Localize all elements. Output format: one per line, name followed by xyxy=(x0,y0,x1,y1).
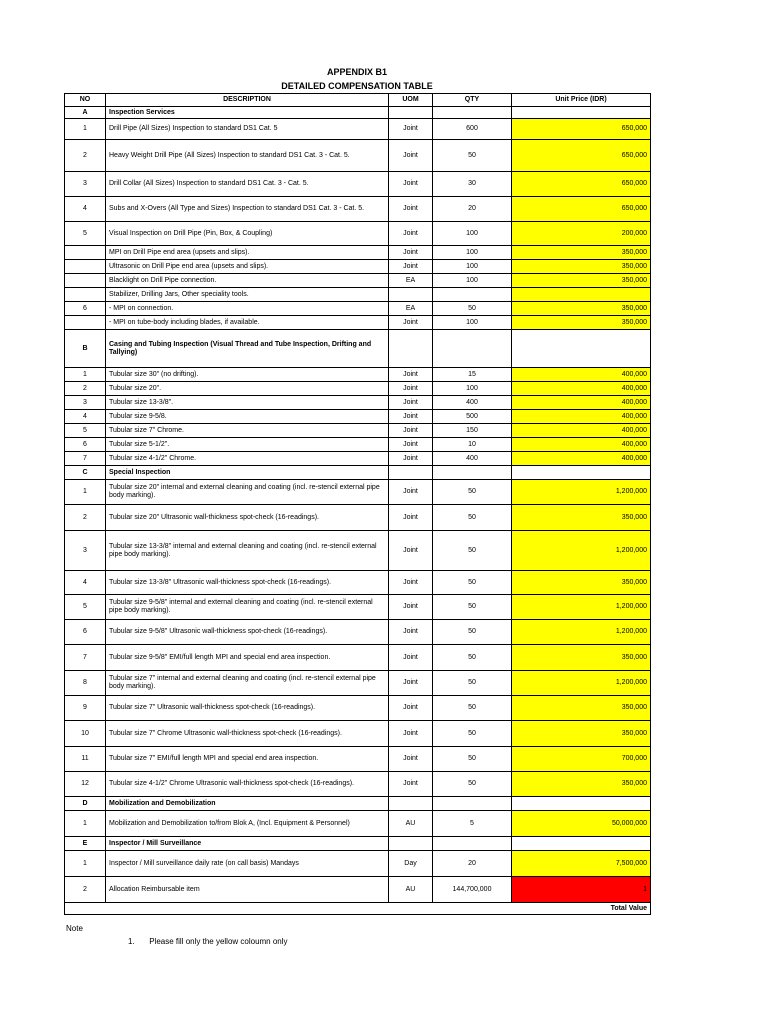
row-qty: 50 xyxy=(433,696,512,721)
row-number xyxy=(65,246,106,260)
table-row xyxy=(65,696,651,721)
section-row xyxy=(65,797,651,811)
row-number xyxy=(65,316,106,330)
row-qty: 100 xyxy=(433,316,512,330)
row-description: Tubular size 20" internal and external cleaning and coating (incl. re-stencil external pipe body marking). xyxy=(106,480,389,505)
table-row xyxy=(65,531,651,571)
row-description: Tubular size 13-3/8" internal and external cleaning and coating (incl. re-stencil external pipe body marking). xyxy=(106,531,389,571)
row-number: 9 xyxy=(65,696,106,721)
row-number: 8 xyxy=(65,671,106,696)
row-qty: 100 xyxy=(433,382,512,396)
row-unit-price[interactable]: 1 xyxy=(512,877,651,903)
table-row xyxy=(65,772,651,797)
table-row xyxy=(65,452,651,466)
table-row xyxy=(65,811,651,837)
row-uom: Joint xyxy=(389,452,433,466)
header-uom: UOM xyxy=(389,94,433,107)
header-qty: QTY xyxy=(433,94,512,107)
row-unit-price[interactable]: 400,000 xyxy=(512,410,651,424)
row-uom: Joint xyxy=(389,260,433,274)
row-qty: 50 xyxy=(433,772,512,797)
row-unit-price[interactable]: 400,000 xyxy=(512,424,651,438)
table-row xyxy=(65,382,651,396)
row-unit-price[interactable]: 650,000 xyxy=(512,197,651,222)
row-qty: 600 xyxy=(433,119,512,140)
row-number: 1 xyxy=(65,851,106,877)
row-number: A xyxy=(65,107,106,119)
row-number: 5 xyxy=(65,595,106,620)
row-qty: 50 xyxy=(433,620,512,645)
row-uom: AU xyxy=(389,877,433,903)
row-number: 2 xyxy=(65,505,106,531)
row-description: Ultrasonic on Drill Pipe end area (upsets and slips). xyxy=(106,260,389,274)
row-description: Tubular size 4-1/2" Chrome Ultrasonic wall-thickness spot-check (16-readings). xyxy=(106,772,389,797)
row-description: Allocation Reimbursable item xyxy=(106,877,389,903)
table-row xyxy=(65,222,651,246)
row-description: Inspection Services xyxy=(106,107,389,119)
row-uom: Joint xyxy=(389,620,433,645)
section-row xyxy=(65,466,651,480)
note-label: Note xyxy=(66,924,83,933)
row-uom: Joint xyxy=(389,772,433,797)
row-uom: Joint xyxy=(389,696,433,721)
compensation-table xyxy=(64,93,651,915)
row-unit-price[interactable]: 200,000 xyxy=(512,222,651,246)
row-qty: 50 xyxy=(433,595,512,620)
row-uom: Joint xyxy=(389,316,433,330)
note-item-text: Please fill only the yellow coloumn only xyxy=(149,937,288,946)
appendix-title: APPENDIX B1 xyxy=(326,67,388,77)
row-number xyxy=(65,288,106,302)
row-unit-price[interactable]: 650,000 xyxy=(512,119,651,140)
row-number: 6 xyxy=(65,438,106,452)
section-row xyxy=(65,330,651,368)
row-description: Tubular size 13-3/8". xyxy=(106,396,389,410)
row-uom: Day xyxy=(389,851,433,877)
row-description: Inspector / Mill surveillance daily rate (on call basis) Mandays xyxy=(106,851,389,877)
row-qty: 15 xyxy=(433,368,512,382)
row-number: 6 xyxy=(65,620,106,645)
row-unit-price[interactable]: 650,000 xyxy=(512,172,651,197)
row-unit-price xyxy=(512,797,651,811)
row-unit-price[interactable]: 400,000 xyxy=(512,368,651,382)
table-row xyxy=(65,721,651,747)
row-unit-price[interactable] xyxy=(512,288,651,302)
row-number: 1 xyxy=(65,811,106,837)
row-qty: 50 xyxy=(433,531,512,571)
row-uom: Joint xyxy=(389,747,433,772)
row-uom xyxy=(389,797,433,811)
table-row xyxy=(65,396,651,410)
table-row xyxy=(65,288,651,302)
row-qty: 150 xyxy=(433,424,512,438)
row-description: Visual Inspection on Drill Pipe (Pin, Box, & Coupling) xyxy=(106,222,389,246)
row-qty: 50 xyxy=(433,505,512,531)
row-uom: Joint xyxy=(389,595,433,620)
row-qty: 20 xyxy=(433,851,512,877)
row-qty: 50 xyxy=(433,747,512,772)
row-description: Tubular size 7" internal and external cleaning and coating (incl. re-stencil external pipe body marking). xyxy=(106,671,389,696)
row-uom: Joint xyxy=(389,368,433,382)
row-description: Special Inspection xyxy=(106,466,389,480)
row-number: 3 xyxy=(65,531,106,571)
row-description: Drill Pipe (All Sizes) Inspection to standard DS1 Cat. 5 xyxy=(106,119,389,140)
row-qty xyxy=(433,288,512,302)
row-description: Tubular size 5-1/2". xyxy=(106,438,389,452)
row-number: 4 xyxy=(65,197,106,222)
table-row xyxy=(65,368,651,382)
row-number: 5 xyxy=(65,424,106,438)
row-unit-price[interactable]: 350,000 xyxy=(512,772,651,797)
row-description: Tubular size 7" Chrome. xyxy=(106,424,389,438)
row-qty: 400 xyxy=(433,452,512,466)
row-number: 12 xyxy=(65,772,106,797)
row-description: Tubular size 13-3/8" Ultrasonic wall-thickness spot-check (16-readings). xyxy=(106,571,389,595)
section-row xyxy=(65,107,651,119)
row-number xyxy=(65,274,106,288)
row-uom: Joint xyxy=(389,721,433,747)
total-row xyxy=(65,903,651,915)
row-unit-price[interactable]: 350,000 xyxy=(512,260,651,274)
row-qty: 5 xyxy=(433,811,512,837)
row-uom: Joint xyxy=(389,222,433,246)
row-description: Tubular size 30" (no drifting). xyxy=(106,368,389,382)
row-number: D xyxy=(65,797,106,811)
row-uom xyxy=(389,837,433,851)
row-description: Subs and X-Overs (All Type and Sizes) Inspection to standard DS1 Cat. 3 - Cat. 5. xyxy=(106,197,389,222)
row-uom xyxy=(389,466,433,480)
row-uom: Joint xyxy=(389,246,433,260)
row-description: - MPI on connection. xyxy=(106,302,389,316)
table-row xyxy=(65,316,651,330)
row-uom: Joint xyxy=(389,438,433,452)
row-qty: 100 xyxy=(433,222,512,246)
row-qty: 20 xyxy=(433,197,512,222)
row-description: Tubular size 9-5/8" Ultrasonic wall-thickness spot-check (16-readings). xyxy=(106,620,389,645)
row-description: Tubular size 9-5/8. xyxy=(106,410,389,424)
row-qty: 100 xyxy=(433,246,512,260)
row-unit-price xyxy=(512,330,651,368)
row-unit-price[interactable]: 650,000 xyxy=(512,140,651,172)
table-row xyxy=(65,438,651,452)
row-uom: Joint xyxy=(389,140,433,172)
row-qty xyxy=(433,837,512,851)
row-description: MPI on Drill Pipe end area (upsets and slips). xyxy=(106,246,389,260)
row-description: Tubular size 20". xyxy=(106,382,389,396)
table-row xyxy=(65,671,651,696)
row-uom xyxy=(389,288,433,302)
row-number: 4 xyxy=(65,571,106,595)
table-row xyxy=(65,424,651,438)
row-uom: Joint xyxy=(389,382,433,396)
table-row xyxy=(65,274,651,288)
row-uom: EA xyxy=(389,302,433,316)
row-number: 11 xyxy=(65,747,106,772)
row-unit-price[interactable]: 400,000 xyxy=(512,382,651,396)
row-number: 7 xyxy=(65,452,106,466)
row-number: 5 xyxy=(65,222,106,246)
row-number: C xyxy=(65,466,106,480)
row-unit-price[interactable]: 350,000 xyxy=(512,316,651,330)
row-qty: 10 xyxy=(433,438,512,452)
row-unit-price[interactable]: 400,000 xyxy=(512,452,651,466)
row-qty: 50 xyxy=(433,721,512,747)
row-uom: Joint xyxy=(389,571,433,595)
row-qty: 100 xyxy=(433,274,512,288)
row-unit-price[interactable]: 1,200,000 xyxy=(512,531,651,571)
row-number: 1 xyxy=(65,368,106,382)
row-unit-price[interactable]: 7,500,000 xyxy=(512,851,651,877)
row-uom: Joint xyxy=(389,172,433,197)
row-uom: AU xyxy=(389,811,433,837)
row-number: 10 xyxy=(65,721,106,747)
row-number: 6 xyxy=(65,302,106,316)
row-unit-price[interactable]: 350,000 xyxy=(512,696,651,721)
table-row xyxy=(65,645,651,671)
row-number: E xyxy=(65,837,106,851)
row-uom xyxy=(389,330,433,368)
row-qty: 144,700,000 xyxy=(433,877,512,903)
row-description: Casing and Tubing Inspection (Visual Thread and Tube Inspection, Drifting and Tallying) xyxy=(106,330,389,368)
row-number: 3 xyxy=(65,396,106,410)
row-description: Tubular size 7" Chrome Ultrasonic wall-thickness spot-check (16-readings). xyxy=(106,721,389,747)
row-uom: Joint xyxy=(389,671,433,696)
total-spacer xyxy=(65,903,512,915)
row-description: Stabilizer, Drilling Jars, Other speciality tools. xyxy=(106,288,389,302)
table-row xyxy=(65,571,651,595)
note-item xyxy=(128,937,288,946)
row-unit-price[interactable]: 50,000,000 xyxy=(512,811,651,837)
row-description: - MPI on tube-body including blades, if available. xyxy=(106,316,389,330)
row-qty: 50 xyxy=(433,645,512,671)
row-description: Tubular size 7" EMI/full length MPI and special end area inspection. xyxy=(106,747,389,772)
row-qty xyxy=(433,330,512,368)
row-number: 1 xyxy=(65,480,106,505)
row-unit-price[interactable]: 400,000 xyxy=(512,396,651,410)
row-uom: Joint xyxy=(389,645,433,671)
row-qty: 400 xyxy=(433,396,512,410)
row-unit-price[interactable]: 350,000 xyxy=(512,302,651,316)
row-number: 2 xyxy=(65,877,106,903)
row-description: Tubular size 9-5/8" EMI/full length MPI and special end area inspection. xyxy=(106,645,389,671)
table-row xyxy=(65,747,651,772)
row-uom: Joint xyxy=(389,197,433,222)
row-uom: EA xyxy=(389,274,433,288)
row-unit-price[interactable]: 350,000 xyxy=(512,505,651,531)
row-unit-price xyxy=(512,837,651,851)
row-unit-price[interactable]: 350,000 xyxy=(512,274,651,288)
row-number: 4 xyxy=(65,410,106,424)
row-number: 3 xyxy=(65,172,106,197)
header-description: DESCRIPTION xyxy=(106,94,389,107)
row-description: Inspector / Mill Surveillance xyxy=(106,837,389,851)
table-row xyxy=(65,877,651,903)
row-unit-price xyxy=(512,107,651,119)
row-unit-price xyxy=(512,466,651,480)
row-unit-price[interactable]: 350,000 xyxy=(512,721,651,747)
row-description: Heavy Weight Drill Pipe (All Sizes) Inspection to standard DS1 Cat. 3 - Cat. 5. xyxy=(106,140,389,172)
row-unit-price[interactable]: 1,200,000 xyxy=(512,671,651,696)
row-qty xyxy=(433,466,512,480)
table-row xyxy=(65,260,651,274)
header-unit-price: Unit Price (IDR) xyxy=(512,94,651,107)
row-qty: 50 xyxy=(433,571,512,595)
row-qty: 50 xyxy=(433,671,512,696)
row-unit-price[interactable]: 700,000 xyxy=(512,747,651,772)
row-unit-price[interactable]: 1,200,000 xyxy=(512,595,651,620)
table-row xyxy=(65,410,651,424)
table-row xyxy=(65,172,651,197)
row-description: Mobilization and Demobilization xyxy=(106,797,389,811)
table-header-row xyxy=(65,94,651,107)
row-unit-price[interactable]: 1,200,000 xyxy=(512,620,651,645)
row-description: Blacklight on Drill Pipe connection. xyxy=(106,274,389,288)
row-number: 2 xyxy=(65,382,106,396)
total-value-label: Total Value xyxy=(512,903,651,915)
table-row xyxy=(65,595,651,620)
table-row xyxy=(65,197,651,222)
row-qty: 500 xyxy=(433,410,512,424)
note-item-number: 1. xyxy=(128,937,135,946)
row-number: 2 xyxy=(65,140,106,172)
row-unit-price[interactable]: 350,000 xyxy=(512,571,651,595)
row-description: Tubular size 20" Ultrasonic wall-thickness spot-check (16-readings). xyxy=(106,505,389,531)
row-uom: Joint xyxy=(389,531,433,571)
table-row xyxy=(65,620,651,645)
table-row xyxy=(65,140,651,172)
row-description: Tubular size 4-1/2" Chrome. xyxy=(106,452,389,466)
row-number xyxy=(65,260,106,274)
table-row xyxy=(65,119,651,140)
row-qty: 100 xyxy=(433,260,512,274)
row-number: 7 xyxy=(65,645,106,671)
section-row xyxy=(65,837,651,851)
row-qty xyxy=(433,797,512,811)
table-row xyxy=(65,302,651,316)
row-description: Drill Collar (All Sizes) Inspection to standard DS1 Cat. 3 - Cat. 5. xyxy=(106,172,389,197)
row-qty: 50 xyxy=(433,302,512,316)
row-unit-price[interactable]: 1,200,000 xyxy=(512,480,651,505)
header-no: NO xyxy=(65,94,106,107)
table-row xyxy=(65,246,651,260)
row-unit-price[interactable]: 400,000 xyxy=(512,438,651,452)
row-uom: Joint xyxy=(389,480,433,505)
table-row xyxy=(65,505,651,531)
table-subtitle: DETAILED COMPENSATION TABLE xyxy=(281,81,433,91)
row-description: Tubular size 7" Ultrasonic wall-thickness spot-check (16-readings). xyxy=(106,696,389,721)
table-row xyxy=(65,851,651,877)
row-uom: Joint xyxy=(389,505,433,531)
row-uom xyxy=(389,107,433,119)
row-qty: 50 xyxy=(433,480,512,505)
row-number: 1 xyxy=(65,119,106,140)
row-description: Mobilization and Demobilization to/from Blok A, (Incl. Equipment & Personnel) xyxy=(106,811,389,837)
row-qty: 30 xyxy=(433,172,512,197)
row-unit-price[interactable]: 350,000 xyxy=(512,645,651,671)
row-description: Tubular size 9-5/8" internal and external cleaning and coating (incl. re-stencil external pipe body marking). xyxy=(106,595,389,620)
row-uom: Joint xyxy=(389,396,433,410)
row-number: B xyxy=(65,330,106,368)
row-qty: 50 xyxy=(433,140,512,172)
row-unit-price[interactable]: 350,000 xyxy=(512,246,651,260)
row-qty xyxy=(433,107,512,119)
table-row xyxy=(65,480,651,505)
row-uom: Joint xyxy=(389,424,433,438)
row-uom: Joint xyxy=(389,119,433,140)
row-uom: Joint xyxy=(389,410,433,424)
